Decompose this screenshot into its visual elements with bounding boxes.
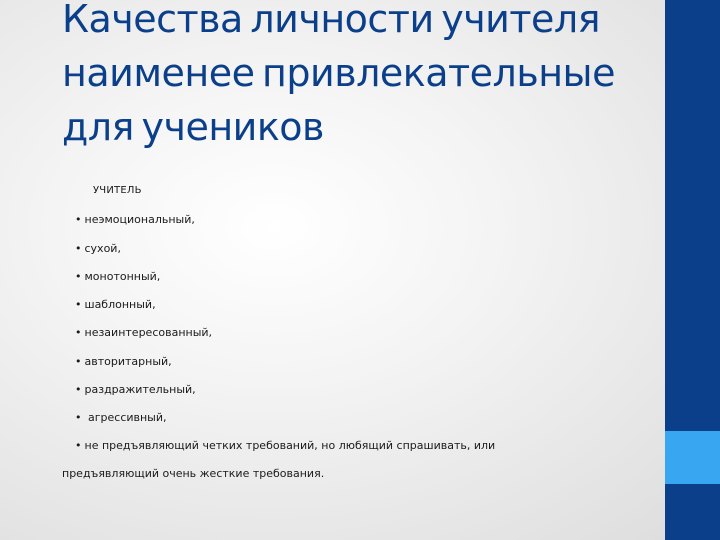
bullet-icon: • (75, 411, 82, 424)
list-item (75, 383, 635, 396)
list-item (75, 411, 635, 424)
list-item-text: не предъявляющий четких требований, но любящий спрашивать, или (84, 439, 496, 452)
list-item-text: раздражительный, (84, 383, 196, 396)
list-item (75, 298, 635, 311)
bullet-icon: • (75, 326, 82, 339)
list-item-text: шаблонный, (84, 298, 156, 311)
list-item-text: неэмоциональный, (84, 213, 195, 226)
bullet-icon: • (75, 383, 82, 396)
list-item-text: авторитарный, (84, 355, 172, 368)
list-item-text: сухой, (84, 242, 121, 255)
list-item (75, 213, 635, 226)
list-item (75, 439, 635, 452)
slide-title: Качества личности учителя наименее привлекательные для учеников (62, 0, 615, 149)
side-decor-accent (665, 431, 720, 484)
list-item-text: незаинтересованный, (84, 326, 213, 339)
bullet-icon: • (75, 439, 82, 452)
bullet-icon: • (75, 242, 82, 255)
list-item (75, 270, 635, 283)
list-item (75, 326, 635, 339)
list-item (75, 355, 635, 368)
bullet-icon: • (75, 213, 82, 226)
list-item-continuation: предъявляющий очень жесткие требования. (62, 467, 325, 480)
body-heading: УЧИТЕЛЬ (93, 185, 142, 196)
list-item (75, 242, 635, 255)
bullet-icon: • (75, 270, 82, 283)
list-item-text: монотонный, (84, 270, 161, 283)
bullet-icon: • (75, 355, 82, 368)
bullet-icon: • (75, 298, 82, 311)
list-item-text: агрессивный, (84, 411, 167, 424)
